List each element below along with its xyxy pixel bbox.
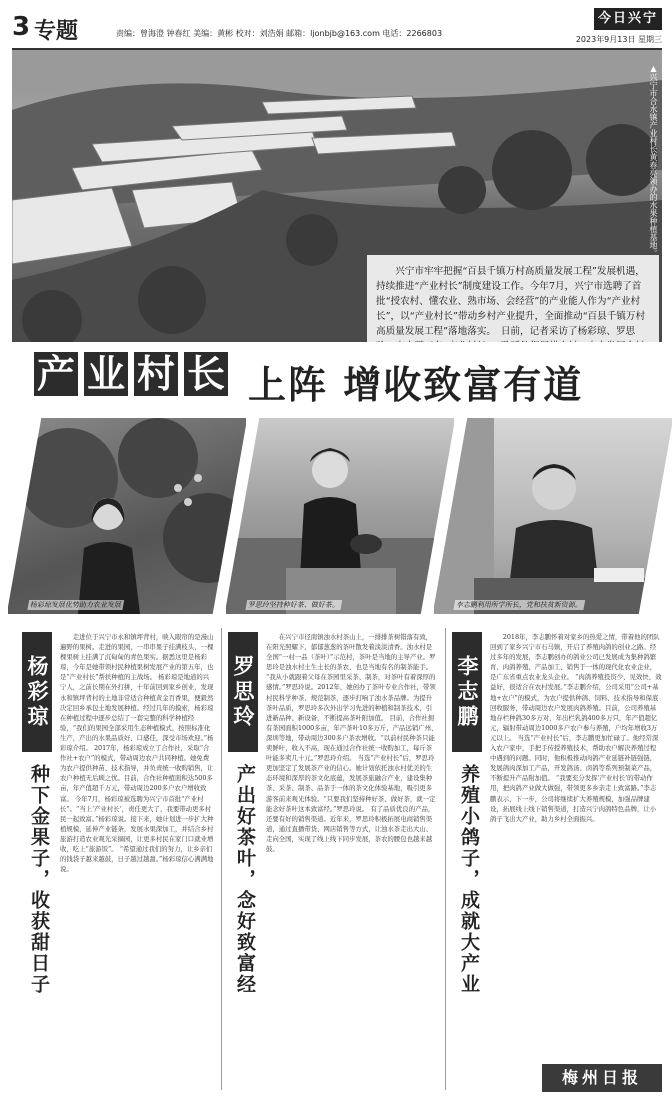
office-portrait-illustration (434, 418, 672, 614)
portrait-luo-siling (225, 418, 456, 614)
person-name: 杨彩琼 (22, 632, 52, 752)
story-body: 在兴宁市径南镇浊水村茶山上，一排排茶树错落有致，在阳光照耀下，郁郁葱葱的茶叶散发着淡淡清香。浊水村是全国“一村一品（茶叶）”示范村，茶叶是当地的主导产业。罗思玲是浊水村土生土长的茶农，也是当地有名的制茶能手。 “我从小就跟着父母在茶园里采茶、制茶，对茶叶有着深厚的感情。”罗思玲说。2012年，她创办了茶叶专业合作社，带领村民科学种茶、规范制茶，逐步打响了浊水茶品牌。为提升茶叶品质，罗思玲多次外出学习先进的种植和制茶技术，引进新品种、新设备，不断提高茶叶附加值。 目前，合作社拥有茶园面积1000多亩，年产茶叶10多万斤，产品远销广州、深圳等地，带动周边300多户茶农增收。“以前村民种茶只能卖鲜叶，收入不高，现在通过合作社统一收购加工，每斤茶叶能多卖几十元。”罗思玲介绍。 当选“产业村长”后，罗思玲更加坚定了发展茶产业的信心。她计划依托浊水村优美的生态环境和深厚的茶文化底蕴，发展茶旅融合产业，建设集种茶、采茶、制茶、品茶于一体的茶文化体验基地，吸引更多游客前来观光体验。“只要我们坚持种好茶、做好茶，就一定能念好茶叶这本致富经。”罗思玲说。 有了品质优良的产品，还要有好的销售渠道。近年来，罗思玲积极拓展电商销售渠道，通过直播带货、网店销售等方式，让浊水茶走出大山、走向全国，实现了线上线下同步发展，茶农的腰包也越来越鼓。 (266, 633, 438, 853)
story-headline: 种下金果子，收获甜日子 (28, 764, 50, 995)
page-number: 3 (12, 12, 31, 42)
story-headline: 养殖小鸽子，成就大产业 (458, 764, 480, 995)
intro-paragraph: 兴宁市牢牢把握“百县千镇万村高质量发展工程”发展机遇，持续推进“产业村长”制度建设工作。今年7月，兴宁市选聘了首批“授农村、懂农业、熟市场、会经营”的产业能人作为“产业村长”，以“产业村长”带动乡村产业提升，全面推动“百县千镇万村高质量发展工程”落地落实。 日前，记者采访了杨彩琼、罗思 (376, 266, 646, 337)
story-headline: 产出好茶叶，念好致富经 (234, 764, 256, 995)
issue-date: 2023年9月13日 星期三 (575, 35, 662, 44)
page-header (12, 8, 662, 50)
editor-credits: 责编：曾海澄 钟春红 美编：黄彬 校对：刘浩娟 邮箱：ljonbjb@163.com 电话：2266803 (116, 29, 443, 38)
story-yang-caiqiong (22, 632, 214, 1082)
hero-photo (12, 50, 662, 342)
masthead-logo: 今日兴宁 (594, 8, 662, 30)
person-name: 李志鹏 (452, 632, 482, 752)
newspaper-logo: 梅州日报 (542, 1064, 662, 1092)
person-name: 罗思玲 (228, 632, 258, 752)
headline-rest: 上阵 增收致富有道 (248, 362, 584, 407)
photo-caption: 杨彩琼发展优势助力农业发展 (27, 600, 124, 610)
headline (12, 344, 662, 414)
portrait-li-zhipeng (433, 418, 672, 614)
story-li-zhipeng (452, 632, 662, 1082)
headline-char: 村 (134, 352, 178, 396)
section-label: 专题 (34, 19, 79, 44)
hero-caption: ▲兴宁市合水镇产业村长黄春亮领办的水果种植基地。 (649, 64, 658, 257)
orchard-portrait-illustration (8, 418, 246, 614)
column-divider (445, 628, 446, 1090)
story-luo-siling (228, 632, 438, 1082)
headline-char: 业 (84, 352, 128, 396)
headline-char: 长 (184, 352, 228, 396)
tea-portrait-illustration (226, 418, 454, 614)
column-divider (221, 628, 222, 1090)
headline-boxed-chars (34, 352, 228, 396)
photo-caption: 罗思玲坚持种好茶、做好茶。 (245, 600, 342, 610)
photo-caption: 李志鹏利用所学所长，党和扶贫新资源。 (453, 600, 585, 610)
story-body: 2018年，李志鹏怀着对家乡的热爱之情，带着他的团队回到了家乡兴宁市石马镇，开启了养殖肉鸽的创业之路。经过多年的发展，李志鹏创办的鸽业公司已发展成为集种鸽繁育、肉鸽养殖、产品加工、销售于一体的现代化农业企业，是广东省重点农业龙头企业。 “肉鸽养殖投资少、见效快、效益好，很适合在农村发展。”李志鹏介绍，公司采用“公司+基地+农户”的模式，为农户提供种鸽、饲料、技术指导和保底回收服务，带动周边农户发展肉鸽养殖。目前，公司养殖基地存栏种鸽30多万对，年出栏乳鸽400多万只，年产值超亿元，辐射带动周边1000多户农户参与养殖，户均年增收3万元以上。 当选“产业村长”后，李志鹏更加忙碌了。他经常深入农户家中，手把手传授养殖技术，帮助农户解决养殖过程中遇到的问题。同时，他积极推动肉鸽产业延链补链强链，发展鸽肉深加工产品，开发鸽汤、卤鸽等系列预制菜产品，不断提升产品附加值。 “我要充分发挥‘产业村长’的带动作用，把肉鸽产业做大做强，带领更多乡亲走上致富路。”李志鹏表示，下一步，公司将继续扩大养殖规模，加强品牌建设，拓展线上线下销售渠道，打造兴宁肉鸽特色品牌，让小鸽子飞出大产业，助力乡村全面振兴。 (490, 633, 662, 823)
portrait-yang-caiqiong (7, 418, 248, 614)
story-body: 走进位于兴宁市永和镇坪背村，映入眼帘的是漫山遍野的果树。走进的果园，一串串果子挂满枝头，一棵棵果树上挂满了沉甸甸的青色果实。据悉这里是杨彩琼，今年是她带领村民种植果树发展产业的第五年，也是“产业村长”帮扶种植的主战场。 杨彩琼是地道的兴宁人，之前长期在外打拼，十年前回到家乡创业，发现永和镇坪背村的土地非常适合种植黄金百香果，便毅然决定回乡承包土地发展种植。经过几年的摸索，杨彩琼在种植过程中逐步总结了一套完整的科学种植经验，“我们的果园全部采用生态种植模式，按照标准化生产，产出的水果品质好、口感佳，深受市场欢迎。”杨彩琼介绍。 2017年，杨彩琼成立了合作社，采取“合作社+农户”的模式，带动周边农户共同种植。她免费为农户提供种苗、技术指导，并负责统一收购销售，让农户种植无后顾之忧。目前，合作社种植面积达500多亩，年产值超千万元，带动周边200多户农户增收致富。 今年7月，杨彩琼被选聘为兴宁市首批“产业村长”。“当上‘产业村长’，责任更大了，我要带动更多村民一起致富。”杨彩琼说。接下来，她计划进一步扩大种植规模，延伸产业链条，发展水果深加工，并结合乡村旅游打造农业观光采摘园，让更多村民在家门口就业增收，吃上“旅游饭”。 “希望通过我们的努力，让乡亲们的钱袋子越来越鼓，日子越过越甜。”杨彩琼信心满满地说。 (60, 633, 214, 874)
headline-char: 产 (34, 352, 78, 396)
